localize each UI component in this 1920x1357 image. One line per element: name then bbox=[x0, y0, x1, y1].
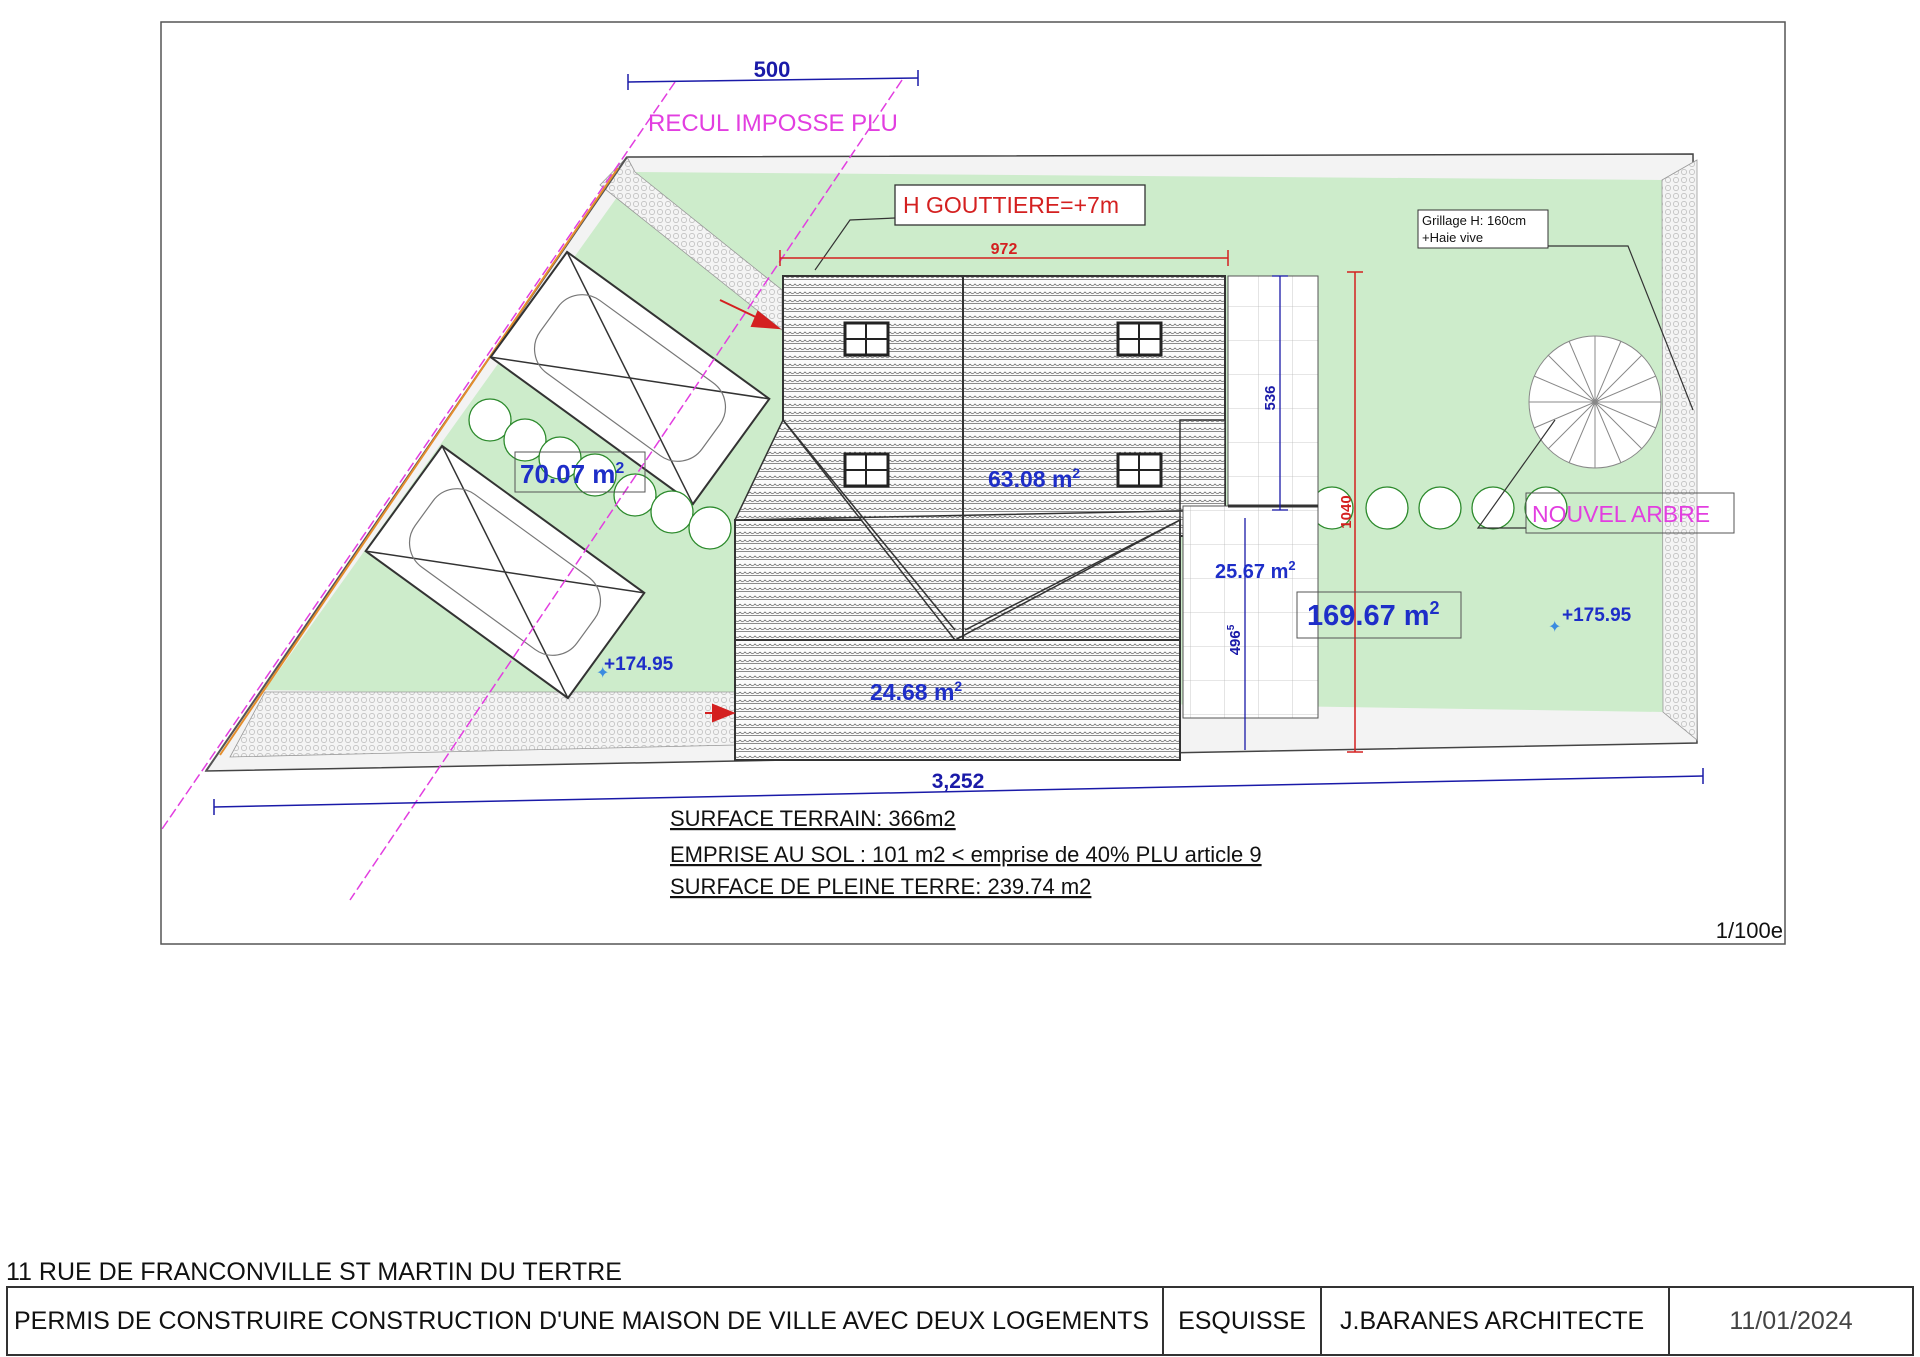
title-block-phase: ESQUISSE bbox=[1164, 1288, 1322, 1354]
level-right: +175.95 bbox=[1562, 605, 1632, 626]
title-block-date: 11/01/2024 bbox=[1729, 1306, 1853, 1335]
pleine-terre-note: SURFACE DE PLEINE TERRE: 239.74 m2 bbox=[670, 874, 1092, 899]
title-block-architect: J.BARANES ARCHITECTE bbox=[1322, 1288, 1670, 1354]
new-tree-label: NOUVEL ARBRE bbox=[1532, 501, 1711, 527]
house-width-label: 972 bbox=[990, 241, 1018, 258]
scale-label: 1/100e bbox=[1715, 918, 1783, 943]
total-dimension-label: 3,252 bbox=[931, 770, 985, 793]
emprise-sol-note: EMPRISE AU SOL : 101 m2 < emprise de 40% PLU article 9 bbox=[670, 842, 1262, 867]
surface-terrain-note: SURFACE TERRAIN: 366m2 bbox=[670, 806, 956, 831]
terrace-area-label: 25.67 $m^2$ bbox=[1215, 558, 1296, 583]
setback-label: RECUL IMPOSSE PLU bbox=[648, 110, 898, 137]
terrace-dimension-label: $496^5$ bbox=[1226, 624, 1244, 656]
side-path bbox=[1662, 160, 1697, 740]
level-marker-left: ✦ bbox=[596, 665, 610, 682]
annex-area-label: 24.68 $m^2$ bbox=[870, 678, 963, 705]
parking-area-label: 70.07 $m^2$ bbox=[520, 459, 625, 489]
level-left: +174.95 bbox=[604, 654, 674, 675]
level-marker-right: ✦ bbox=[1548, 619, 1562, 636]
gutter-height-label: H GOUTTIERE=+7m bbox=[903, 192, 1119, 218]
fence-note-line2: +Haie vive bbox=[1422, 230, 1484, 245]
path-dimension-label: 536 bbox=[1262, 385, 1279, 411]
project-address: 11 RUE DE FRANCONVILLE ST MARTIN DU TERTRE bbox=[6, 1258, 622, 1286]
top-dimension-label: 500 bbox=[753, 57, 791, 82]
terrace-paving bbox=[1183, 506, 1318, 718]
depth-dimension-label: 1040 bbox=[1338, 495, 1355, 529]
roof-area-label: 63.08 $m^2$ bbox=[988, 465, 1081, 492]
new-tree-symbol bbox=[1529, 336, 1661, 468]
fence-note-line1: Grillage H: 160cm bbox=[1422, 213, 1527, 228]
title-block-project: PERMIS DE CONSTRUIRE CONSTRUCTION D'UNE MAISON DE VILLE AVEC DEUX LOGEMENTS bbox=[8, 1288, 1164, 1354]
garden-area-label: 169.67 $m^2$ bbox=[1307, 598, 1440, 632]
title-block bbox=[6, 1286, 1914, 1356]
